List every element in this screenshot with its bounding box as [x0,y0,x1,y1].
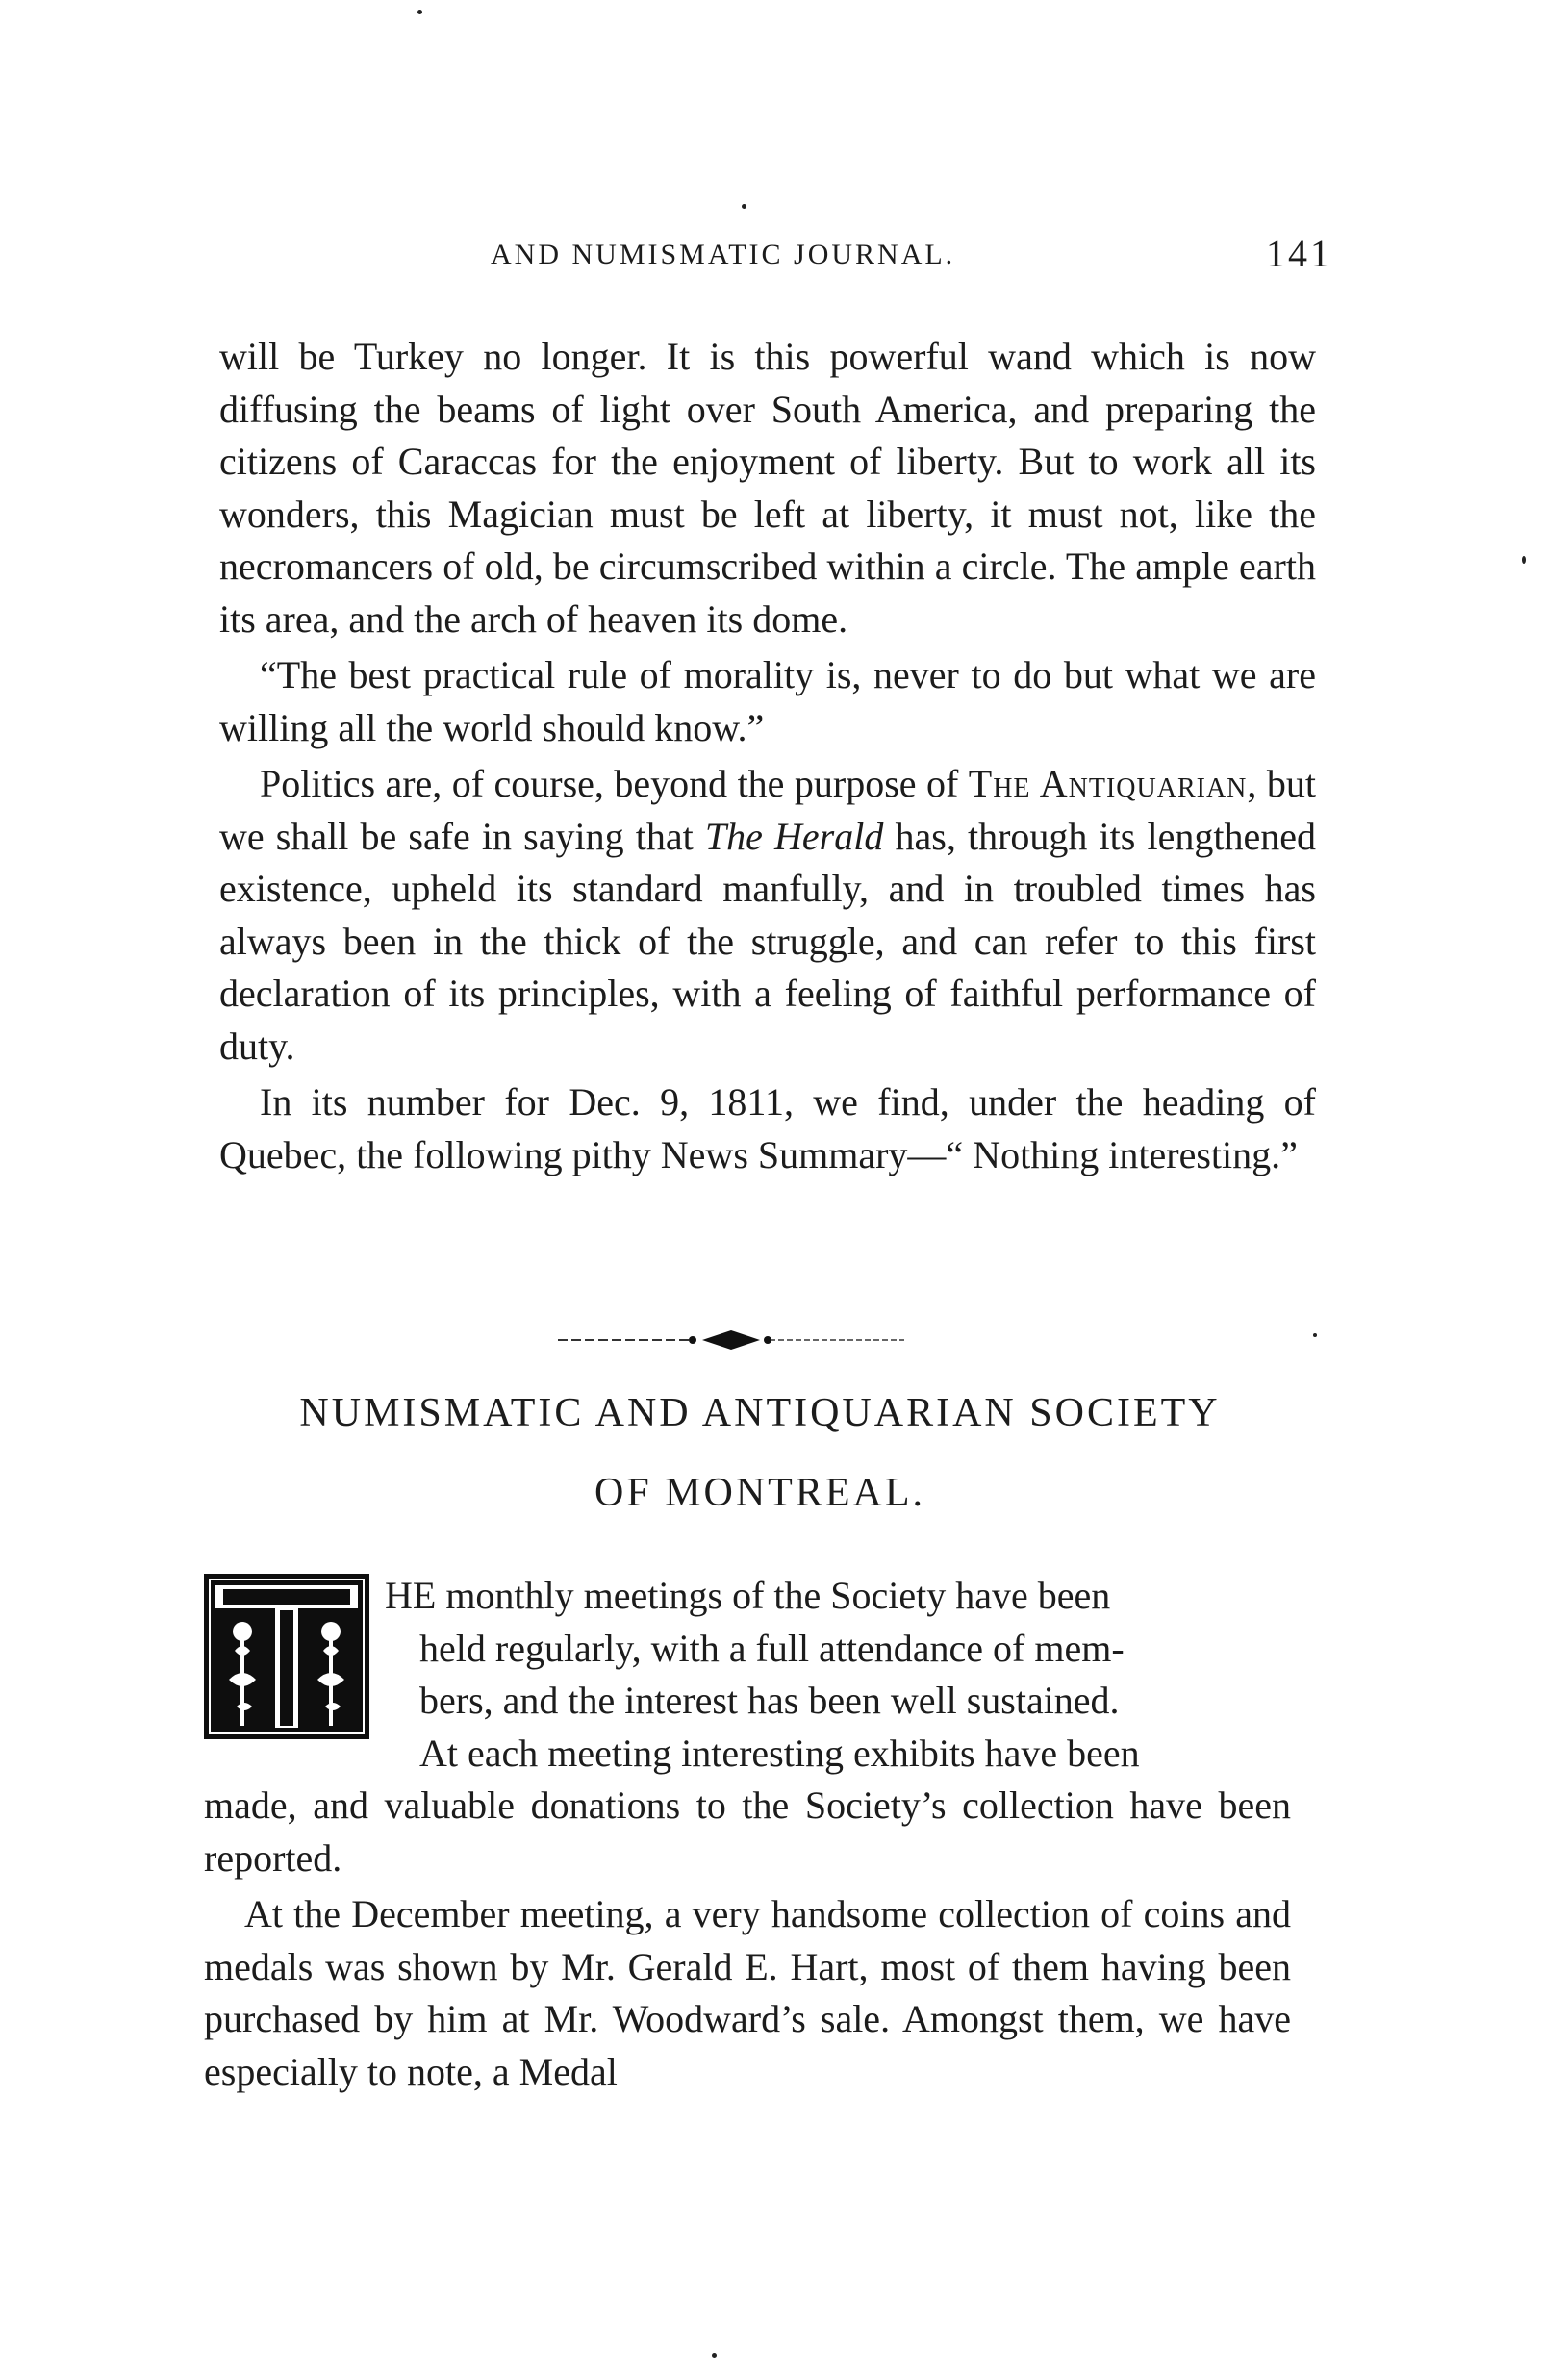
opening-hanging-lines [385,1570,1291,1780]
section-title: NUMISMATIC AND ANTIQUARIAN SOCIETY [299,1391,1221,1435]
print-speck [742,204,746,209]
opening-line-1: HE monthly meetings of the Society have been [385,1574,1111,1617]
article-continuation [219,331,1316,1181]
paragraph-news-summary: In its number for Dec. 9, 1811, we find, under the heading of Quebec, the following pithy News Summary—“ Nothing interesting.” [219,1080,1316,1176]
paragraph-politics [219,758,1316,1073]
page-number: 141 [1266,232,1332,275]
print-speck [417,10,422,14]
opening-line-3: bers, and the interest has been well sustained. [419,1679,1120,1722]
politics-text-3: has, through its lengthened existence, upheld its standard manfully, and in troubled times has always been in the thick of the struggle, and can refer to this first declaration of its principles, with a feeling of faithful performance of duty. [219,814,1316,1068]
running-head: AND NUMISMATIC JOURNAL. [491,239,956,270]
opening-line-2: held regularly, with a full attendance of mem- [419,1626,1125,1670]
dropcap-letter: T [202,1572,203,1573]
politics-text-2: , but we shall be safe in saying that [219,762,1316,858]
politics-text-1: Politics are, of course, beyond the purpose of [260,762,969,805]
section-subtitle: OF MONTREAL. [594,1471,925,1515]
paragraph-morality-quote: “The best practical rule of morality is, never to do but what we are willing all the world should know.” [219,653,1316,749]
herald-title: The Herald [704,814,884,858]
print-speck [1522,556,1526,564]
decorative-dropcap-t [202,1572,371,1741]
paragraph-december-meeting: At the December meeting, a very handsome collection of coins and medals was shown by Mr. Gerald E. Hart, most of them having been purchased by him at Mr. Woodward’s sale. Amongst them, we have especially to note, a Medal [204,1892,1291,2093]
paragraph-wand: will be Turkey no longer. It is this powerful wand which is now diffusing the beams of light over South America, and preparing the citizens of Caraccas for the enjoyment of liberty. But to work all its wonders, this Magician must be left at liberty, it must not, like the necromancers of old, be circumscribed within a circle. The ample earth its area, and the arch of heaven its dome. [219,335,1316,641]
antiquarian-title: The Antiquarian [968,762,1248,805]
print-speck [1313,1333,1317,1337]
print-speck [712,2353,717,2358]
opening-continuation: made, and valuable donations to the Society’s collection have been reported. [204,1783,1291,1880]
society-report [204,1780,1291,2098]
section-divider-ornament [548,1326,914,1354]
opening-line-4: At each meeting interesting exhibits have been [419,1731,1140,1775]
